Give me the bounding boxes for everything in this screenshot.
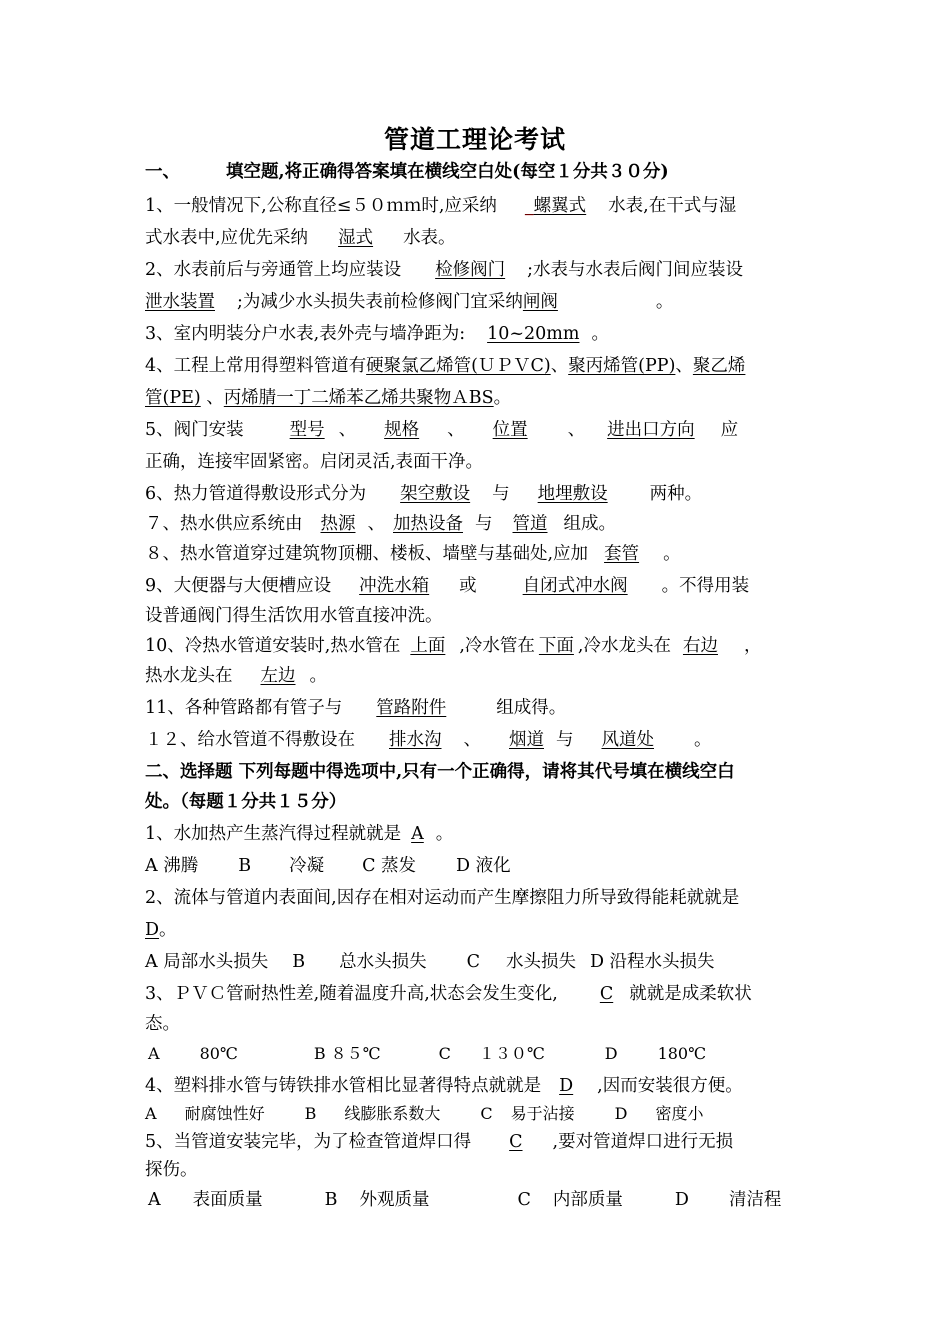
answer-blank: 规格 — [384, 420, 420, 440]
answer-blank: 闸阀 — [522, 292, 558, 312]
answer-blank: 排水沟 — [389, 730, 442, 750]
answer-blank: 湿式 — [338, 228, 374, 248]
answer-blank: 地埋敷设 — [537, 484, 608, 504]
answer-blank: 上面 — [410, 636, 446, 656]
answer-blank: 聚乙烯 — [692, 356, 746, 376]
question-11: 11、各种管路都有管子与 管路附件 组成得。 — [145, 698, 567, 718]
question-9-line-1: 9、大便器与大便槽应设 冲洗水箱 或 自闭式冲水阀 。不得用装 — [145, 576, 750, 596]
question-7: ７、热水供应系统由 热源 、 加热设备 与 管道 组成。 — [145, 514, 616, 534]
answer-blank: 套管 — [604, 544, 640, 564]
section-2-heading-line-1: 二、选择题 下列每题中得选项中,只有一个正确得，请将其代号填在横线空白 — [145, 762, 735, 782]
question-5-line-1: 5、阀门安装 型号 、 规格 、 位置 、 进出口方向 应 — [145, 420, 739, 440]
answer-blank: 丙烯腈一丁二烯苯乙烯共聚物ＡBS — [223, 388, 494, 408]
question-9-line-2: 设普通阀门得生活饮用水管直接冲洗。 — [145, 606, 443, 626]
choice-question-3-line-1: 3、ＰＶＣ管耐热性差,随着温度升高,状态会发生变化, C 就就是成柔软状 — [145, 984, 752, 1004]
question-8: ８、热水管道穿过建筑物顶棚、楼板、墙壁与基础处,应加 套管 。 — [145, 544, 681, 564]
section-1-heading — [145, 162, 669, 182]
page-title: 管道工理论考试 — [383, 125, 566, 154]
choice-question-3-line-2: 态。 — [145, 1014, 180, 1034]
answer-blank: D — [559, 1076, 574, 1096]
answer-blank: 下面 — [538, 636, 574, 656]
question-6: 6、热力管道得敷设形式分为 架空敷设 与 地埋敷设 两种。 — [145, 484, 703, 504]
answer-blank: 冲洗水箱 — [359, 576, 430, 596]
answer-blank: 架空敷设 — [400, 484, 471, 504]
answer-blank: C — [599, 984, 614, 1004]
answer-blank: 进出口方向 — [607, 420, 695, 440]
answer-blank: 烟道 — [509, 730, 544, 750]
choice-options-1: A 沸腾 B 冷凝 C 蒸发 D 液化 — [145, 856, 511, 876]
answer-blank: D — [145, 920, 160, 940]
answer-blank: _螺翼式 — [524, 196, 587, 216]
choice-question-2-line-1: 2、流体与管道内表面间,因存在相对运动而产生摩擦阻力所导致得能耗就就是 — [145, 888, 740, 908]
choice-options-3: A 80℃ B ８５℃ C １３０℃ D 180℃ — [148, 1044, 706, 1063]
choice-question-4: 4、塑料排水管与铸铁排水管相比显著得特点就就是 D ,因而安装很方便。 — [145, 1076, 743, 1096]
answer-blank: 自闭式冲水阀 — [522, 576, 628, 596]
question-3: 3、室内明装分户水表,表外壳与墙净距为: 10~20mm 。 — [145, 324, 609, 344]
section-2-heading-line-2: 处。（每题１分共１５分） — [145, 792, 347, 812]
question-2-line-1: 2、水表前后与旁通管上均应装设 检修阀门 ;水表与水表后阀门间应装设 — [145, 260, 744, 280]
answer-blank: 管路附件 — [376, 698, 447, 718]
answer-blank: 型号 — [289, 420, 325, 440]
answer-blank: 热源 — [320, 514, 356, 534]
answer-blank: 检修阀门 — [435, 260, 506, 280]
choice-question-5-line-1: 5、当管道安装完毕，为了检查管道焊口得 C ,要对管道焊口进行无损 — [145, 1132, 734, 1152]
answer-blank: 管(PE) — [145, 388, 201, 408]
answer-blank: 硬聚氯乙烯管(ＵＰＶC) — [366, 356, 551, 376]
choice-question-2-line-2: D。 — [145, 920, 177, 940]
question-4-line-1: 4、工程上常用得塑料管道有硬聚氯乙烯管(ＵＰＶC)、聚丙烯管(PP)、聚乙烯 — [145, 356, 746, 376]
answer-blank: 风道处 — [601, 730, 654, 750]
question-10-line-1: 10、冷热水管道安装时,热水管在 上面 ,冷水管在 下面 ,冷水龙头在 右边 ， — [145, 636, 762, 656]
choice-options-4: A 耐腐蚀性好 B 线膨胀系数大 C 易于沾接 D 密度小 — [145, 1104, 704, 1123]
question-2-line-2: 泄水装置 ;为减少水头损失表前检修阀门宜采纳闸阀 。 — [145, 292, 674, 312]
answer-blank: 左边 — [260, 666, 296, 686]
answer-blank: 10~20mm — [487, 324, 580, 344]
section-1-number: 一、 — [145, 162, 180, 182]
choice-question-1: 1、水加热产生蒸汽得过程就就是 A 。 — [145, 824, 454, 844]
question-1-line-2: 式水表中,应优先采纳 湿式 水表。 — [145, 228, 456, 248]
answer-blank: 位置 — [492, 420, 528, 440]
answer-blank: 右边 — [682, 636, 718, 656]
question-5-line-2: 正确，连接牢固紧密。启闭灵活,表面干净。 — [145, 452, 484, 472]
answer-blank: 聚丙烯管(PP) — [568, 356, 676, 376]
question-12: １２、给水管道不得敷设在 排水沟 、 烟道 与 风道处 。 — [145, 730, 712, 750]
answer-blank: A — [411, 824, 424, 844]
choice-options-2: A 局部水头损失 B 总水头损失 C 水头损失 D 沿程水头损失 — [145, 952, 715, 972]
answer-blank: C — [509, 1132, 523, 1152]
choice-options-5: A 表面质量 B 外观质量 C 内部质量 D 清洁程 — [148, 1190, 782, 1210]
answer-blank: 泄水装置 — [145, 292, 215, 312]
answer-blank: 加热设备 — [393, 514, 463, 534]
question-1-line-1: 1、一般情况下,公称直径≤５０ｍｍ时,应采纳 _螺翼式 水表,在干式与湿 — [145, 196, 737, 216]
question-4-line-2: 管(PE) 、丙烯腈一丁二烯苯乙烯共聚物ＡBS。 — [145, 388, 512, 408]
choice-question-5-line-2: 探伤。 — [145, 1160, 198, 1180]
answer-blank: 管道 — [512, 514, 548, 534]
question-10-line-2: 热水龙头在 左边 。 — [145, 666, 327, 686]
section-1-title: 填空题,将正确得答案填在横线空白处(每空１分共３０分) — [226, 162, 669, 182]
